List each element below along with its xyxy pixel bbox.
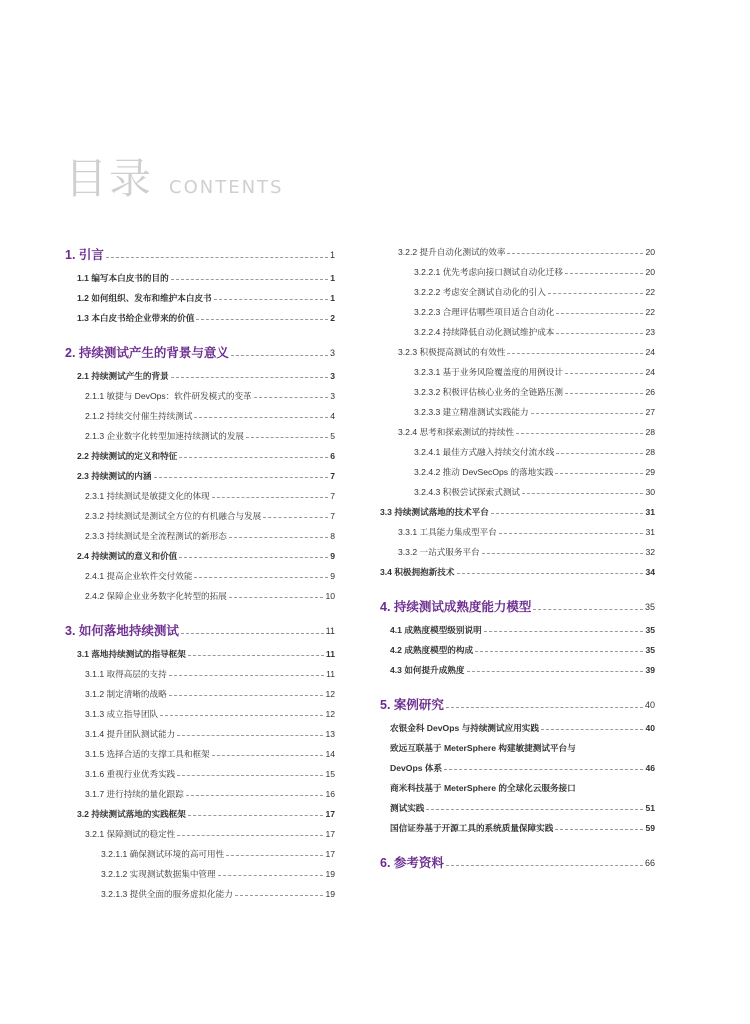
toc-page-number: 7	[330, 491, 335, 501]
toc-entry-label: 1.1 编写本白皮书的目的	[77, 273, 169, 283]
toc-entry-label: 2.3 持续测试的内涵	[77, 471, 152, 481]
toc-entry-label: 1. 引言	[65, 248, 104, 262]
toc-entry-label: 国信证券基于开源工具的系统质量保障实践	[390, 823, 554, 833]
toc-page-number: 17	[325, 809, 335, 819]
toc-entry-label: 6. 参考资料	[380, 856, 444, 870]
toc-title-cn: 目录	[65, 154, 154, 203]
toc-section-entry[interactable]	[380, 850, 655, 876]
toc-page-number: 22	[645, 307, 655, 317]
toc-entry[interactable]	[380, 620, 655, 640]
toc-page-number: 29	[645, 467, 655, 477]
toc-entry-label: 3.2 持续测试落地的实践框架	[77, 809, 186, 819]
toc-page-number: 59	[645, 823, 655, 833]
toc-entry-label: 3.2.1.3 提供全面的服务虚拟化能力	[101, 889, 233, 899]
toc-entry-label: 3.2.1 保障测试的稳定性	[85, 829, 176, 839]
toc-dot-leader	[556, 442, 643, 454]
toc-entry[interactable]	[380, 502, 655, 522]
toc-entry-label: 3.1.4 提升团队测试能力	[85, 729, 176, 739]
toc-entry-label: 3.1.7 进行持续的量化跟踪	[85, 789, 184, 799]
toc-dot-leader	[457, 562, 644, 574]
toc-page-number: 8	[330, 531, 335, 541]
toc-entry-label: 商米科技基于 MeterSphere 的全球化云服务接口	[390, 783, 576, 793]
toc-page-number: 24	[645, 367, 655, 377]
toc-page-number: 28	[645, 447, 655, 457]
toc-dot-leader	[177, 764, 323, 776]
toc-entry-label: 3.2.3.1 基于业务风险覆盖度的用例设计	[414, 367, 563, 377]
toc-dot-leader	[171, 366, 329, 378]
toc-dot-leader	[484, 620, 644, 632]
toc-page-number: 31	[645, 507, 655, 517]
toc-entry[interactable]	[380, 798, 655, 818]
toc-dot-leader	[179, 446, 328, 458]
toc-page-number: 5	[330, 431, 335, 441]
toc-page-number: 40	[644, 700, 655, 710]
toc-entry-label: 2.4 持续测试的意义和价值	[77, 551, 178, 561]
toc-dot-leader	[516, 422, 643, 434]
toc-dot-leader	[531, 402, 644, 414]
toc-entry[interactable]	[380, 522, 655, 542]
toc-page-number: 26	[645, 387, 655, 397]
toc-dot-leader	[226, 844, 323, 856]
toc-entry[interactable]	[380, 738, 655, 758]
toc-dot-leader	[556, 322, 643, 334]
toc-page-number: 35	[644, 602, 655, 612]
toc-entry[interactable]	[380, 718, 655, 738]
toc-page-number: 66	[644, 858, 655, 868]
toc-entry[interactable]	[65, 446, 335, 466]
toc-entry-label: 2.1.2 持续交付催生持续测试	[85, 411, 193, 421]
toc-entry[interactable]	[65, 426, 335, 446]
toc-entry[interactable]	[65, 526, 335, 546]
toc-entry-label: 3.2.4.3 积极尝试探索式测试	[414, 487, 521, 497]
toc-entry[interactable]	[380, 778, 655, 798]
toc-entry-label: 3.1.5 选择合适的支撑工具和框架	[85, 749, 210, 759]
toc-dot-leader	[446, 692, 643, 708]
toc-entry-label: 4. 持续测试成熟度能力模型	[380, 600, 532, 614]
toc-entry[interactable]	[380, 758, 655, 778]
toc-entry-label: 3.2.4.2 推动 DevSecOps 的落地实践	[414, 467, 554, 477]
toc-entry-label: 3.2.2.1 优先考虑向接口测试自动化迁移	[414, 267, 563, 277]
toc-page-number: 11	[326, 669, 335, 679]
toc-entry[interactable]	[65, 586, 335, 606]
toc-page-number: 17	[325, 829, 335, 839]
toc-dot-leader	[186, 784, 324, 796]
toc-entry[interactable]	[380, 542, 655, 562]
toc-entry-label: 3.2.3.2 积极评估核心业务的全链路压测	[414, 387, 563, 397]
toc-dot-leader	[533, 594, 643, 610]
toc-entry[interactable]	[65, 664, 335, 684]
toc-entry-label: 2.1 持续测试产生的背景	[77, 371, 169, 381]
toc-entry-label: 2.1.1 敏捷与 DevOps：软件研发模式的变革	[85, 391, 252, 401]
toc-section-entry[interactable]	[380, 594, 655, 620]
toc-entry-label: 2.1.3 企业数字化转型加速持续测试的发展	[85, 431, 245, 441]
toc-dot-leader	[229, 526, 328, 538]
toc-left-column	[65, 242, 335, 904]
toc-page-number: 10	[325, 591, 335, 601]
toc-entry-label: 3.3.1 工具能力集成型平台	[398, 527, 497, 537]
toc-entry[interactable]	[65, 764, 335, 784]
toc-page-number: 27	[645, 407, 655, 417]
toc-dot-leader	[106, 242, 328, 258]
toc-page-number: 3	[330, 371, 335, 381]
toc-entry[interactable]	[380, 342, 655, 362]
toc-page-number: 17	[325, 849, 335, 859]
toc-dot-leader	[179, 546, 328, 558]
toc-section-entry[interactable]	[65, 242, 335, 268]
toc-entry[interactable]	[380, 382, 655, 402]
toc-entry-label: 1.3 本白皮书给企业带来的价值	[77, 313, 195, 323]
toc-entry[interactable]	[380, 282, 655, 302]
toc-dot-leader	[212, 486, 329, 498]
toc-page-number: 7	[330, 511, 335, 521]
toc-entry-label: 5. 案例研究	[380, 698, 444, 712]
toc-entry[interactable]	[380, 402, 655, 422]
toc-entry-label: DevOps 体系	[390, 763, 443, 773]
toc-page-number: 19	[325, 889, 335, 899]
toc-page-number: 20	[645, 267, 655, 277]
toc-entry-label: 1.2 如何组织、发布和维护本白皮书	[77, 293, 212, 303]
toc-page-number: 35	[645, 645, 655, 655]
toc-dot-leader	[212, 744, 324, 756]
toc-entry[interactable]	[380, 818, 655, 838]
toc-dot-leader	[181, 618, 324, 634]
toc-dot-leader	[426, 798, 643, 810]
toc-page-number: 46	[645, 763, 655, 773]
toc-entry-label: 测试实践	[390, 803, 425, 813]
toc-page-number: 40	[645, 723, 655, 733]
toc-entry[interactable]	[380, 242, 655, 262]
toc-entry[interactable]	[65, 684, 335, 704]
toc-entry[interactable]	[380, 442, 655, 462]
toc-entry-label: 3.2.2.2 考虑安全测试自动化的引入	[414, 287, 546, 297]
toc-page-number: 12	[325, 709, 335, 719]
toc-dot-leader	[565, 362, 643, 374]
toc-dot-leader	[229, 586, 324, 598]
toc-entry-label: 2.3.3 持续测试是全流程测试的新形态	[85, 531, 227, 541]
toc-entry[interactable]	[65, 644, 335, 664]
toc-dot-leader	[160, 704, 323, 716]
toc-dot-leader	[177, 824, 323, 836]
toc-entry[interactable]	[65, 506, 335, 526]
toc-dot-leader	[507, 242, 643, 254]
toc-entry[interactable]	[380, 482, 655, 502]
toc-dot-leader	[154, 466, 329, 478]
toc-page-number: 13	[325, 729, 335, 739]
toc-dot-leader	[171, 268, 329, 280]
toc-header	[65, 146, 283, 206]
toc-entry-label: 2.4.1 提高企业软件交付效能	[85, 571, 193, 581]
toc-page-number: 51	[645, 803, 655, 813]
toc-dot-leader	[231, 340, 328, 356]
toc-page-number: 3	[329, 348, 335, 358]
toc-dot-leader	[541, 718, 643, 730]
toc-dot-leader	[188, 644, 324, 656]
toc-dot-leader	[196, 308, 328, 320]
toc-entry-label: 3.2.1.1 确保测试环境的高可用性	[101, 849, 225, 859]
toc-dot-leader	[177, 724, 323, 736]
toc-entry-label: 3.2.2.3 合理评估哪些项目适合自动化	[414, 307, 555, 317]
toc-dot-leader	[522, 482, 643, 494]
toc-entry[interactable]	[65, 268, 335, 288]
toc-entry-label: 3.1 落地持续测试的指导框架	[77, 649, 186, 659]
toc-page-number: 23	[645, 327, 655, 337]
toc-dot-leader	[214, 288, 329, 300]
toc-dot-leader	[475, 640, 643, 652]
toc-entry[interactable]	[65, 546, 335, 566]
toc-page-number: 22	[645, 287, 655, 297]
toc-entry-label: 致远互联基于 MeterSphere 构建敏捷测试平台与	[390, 743, 576, 753]
toc-entry-label: 3.2.2 提升自动化测试的效率	[398, 247, 506, 257]
toc-page-number: 3	[330, 391, 335, 401]
toc-dot-leader	[565, 262, 643, 274]
toc-entry-label: 农银金科 DevOps 与持续测试应用实践	[390, 723, 539, 733]
toc-page-number: 19	[325, 869, 335, 879]
toc-page-number: 28	[645, 427, 655, 437]
toc-page-number: 1	[330, 273, 335, 283]
toc-entry[interactable]	[65, 566, 335, 586]
toc-page-number: 7	[330, 471, 335, 481]
toc-dot-leader	[444, 758, 643, 770]
toc-dot-leader	[263, 506, 328, 518]
toc-entry[interactable]	[380, 422, 655, 442]
toc-right-column	[380, 242, 655, 876]
toc-entry-label: 3.3.2 一站式服务平台	[398, 547, 480, 557]
toc-dot-leader	[548, 282, 644, 294]
toc-dot-leader	[555, 462, 643, 474]
toc-dot-leader	[499, 522, 644, 534]
toc-entry[interactable]	[65, 824, 335, 844]
toc-entry[interactable]	[65, 724, 335, 744]
toc-dot-leader	[491, 502, 644, 514]
toc-entry-label: 3.1.3 成立指导团队	[85, 709, 159, 719]
toc-entry-label: 3.3 持续测试落地的技术平台	[380, 507, 489, 517]
toc-entry[interactable]	[65, 486, 335, 506]
toc-dot-leader	[246, 426, 328, 438]
toc-page-number: 16	[325, 789, 335, 799]
toc-page-number: 24	[645, 347, 655, 357]
toc-dot-leader	[235, 884, 324, 896]
toc-page-number: 20	[645, 247, 655, 257]
toc-entry-label: 3.2.3 积极提高测试的有效性	[398, 347, 506, 357]
toc-entry-label: 2.3.2 持续测试是测试全方位的有机融合与发展	[85, 511, 262, 521]
toc-entry[interactable]	[65, 366, 335, 386]
toc-page-number: 32	[645, 547, 655, 557]
toc-page-number: 9	[330, 551, 335, 561]
toc-entry[interactable]	[65, 466, 335, 486]
toc-page-number: 14	[325, 749, 335, 759]
toc-page-number: 11	[325, 649, 335, 659]
toc-dot-leader	[556, 302, 643, 314]
toc-entry-label: 3.2.1.2 实现测试数据集中管理	[101, 869, 216, 879]
toc-page-number: 30	[645, 487, 655, 497]
toc-dot-leader	[169, 684, 324, 696]
toc-entry[interactable]	[65, 844, 335, 864]
toc-page-number: 11	[325, 626, 335, 636]
toc-page-number: 2	[330, 313, 335, 323]
toc-entry[interactable]	[380, 322, 655, 342]
toc-entry-label: 2.3.1 持续测试是敏捷文化的体现	[85, 491, 210, 501]
toc-entry[interactable]	[65, 704, 335, 724]
toc-section-entry[interactable]	[65, 618, 335, 644]
toc-dot-leader	[467, 660, 644, 672]
toc-entry[interactable]	[380, 262, 655, 282]
toc-entry[interactable]	[65, 884, 335, 904]
toc-section-entry[interactable]	[65, 340, 335, 366]
toc-entry-label: 2. 持续测试产生的背景与意义	[65, 346, 229, 360]
toc-page-number: 6	[330, 451, 335, 461]
toc-section-entry[interactable]	[380, 692, 655, 718]
toc-dot-leader	[218, 864, 324, 876]
toc-entry[interactable]	[380, 640, 655, 660]
toc-entry[interactable]	[65, 288, 335, 308]
toc-page-number: 12	[325, 689, 335, 699]
toc-dot-leader	[507, 342, 643, 354]
toc-entry[interactable]	[65, 804, 335, 824]
toc-entry[interactable]	[65, 784, 335, 804]
toc-dot-leader	[446, 850, 643, 866]
toc-entry[interactable]	[380, 660, 655, 680]
toc-dot-leader	[194, 406, 328, 418]
toc-title-en: CONTENTS	[169, 177, 284, 198]
toc-entry[interactable]	[65, 744, 335, 764]
toc-entry[interactable]	[65, 406, 335, 426]
toc-entry-label: 4.3 如何提升成熟度	[390, 665, 465, 675]
toc-entry[interactable]	[380, 302, 655, 322]
toc-entry[interactable]	[65, 864, 335, 884]
toc-entry-label: 3.2.4.1 最佳方式融入持续交付流水线	[414, 447, 555, 457]
toc-entry-label: 3.2.4 思考和探索测试的持续性	[398, 427, 515, 437]
toc-entry[interactable]	[380, 362, 655, 382]
toc-entry[interactable]	[65, 386, 335, 406]
toc-entry-label: 3.1.6 重视行业优秀实践	[85, 769, 176, 779]
toc-page-number: 1	[330, 293, 335, 303]
toc-dot-leader	[555, 818, 643, 830]
toc-dot-leader	[169, 664, 324, 676]
toc-entry[interactable]	[65, 308, 335, 328]
toc-entry-label: 3. 如何落地持续测试	[65, 624, 179, 638]
toc-page-number: 1	[329, 250, 335, 260]
toc-dot-leader	[482, 542, 644, 554]
toc-page-number: 31	[645, 527, 655, 537]
toc-page-number: 34	[645, 567, 655, 577]
toc-dot-leader	[565, 382, 643, 394]
toc-dot-leader	[254, 386, 329, 398]
toc-page-number: 15	[325, 769, 335, 779]
toc-entry-label: 4.1 成熟度模型级别说明	[390, 625, 482, 635]
toc-page-number: 35	[645, 625, 655, 635]
toc-entry-label: 3.2.2.4 持续降低自动化测试维护成本	[414, 327, 555, 337]
toc-entry-label: 2.4.2 保障企业业务数字化转型的拓展	[85, 591, 227, 601]
toc-page-number: 4	[330, 411, 335, 421]
toc-entry-label: 3.2.3.3 建立精准测试实践能力	[414, 407, 529, 417]
toc-entry-label: 3.4 积极拥抱新技术	[380, 567, 455, 577]
toc-entry[interactable]	[380, 562, 655, 582]
toc-page-number: 39	[645, 665, 655, 675]
toc-page-number: 9	[330, 571, 335, 581]
toc-entry-label: 2.2 持续测试的定义和特征	[77, 451, 178, 461]
toc-entry[interactable]	[380, 462, 655, 482]
toc-entry-label: 3.1.1 取得高层的支持	[85, 669, 167, 679]
toc-entry-label: 3.1.2 制定清晰的战略	[85, 689, 167, 699]
toc-entry-label: 4.2 成熟度模型的构成	[390, 645, 474, 655]
toc-dot-leader	[188, 804, 324, 816]
toc-dot-leader	[194, 566, 328, 578]
